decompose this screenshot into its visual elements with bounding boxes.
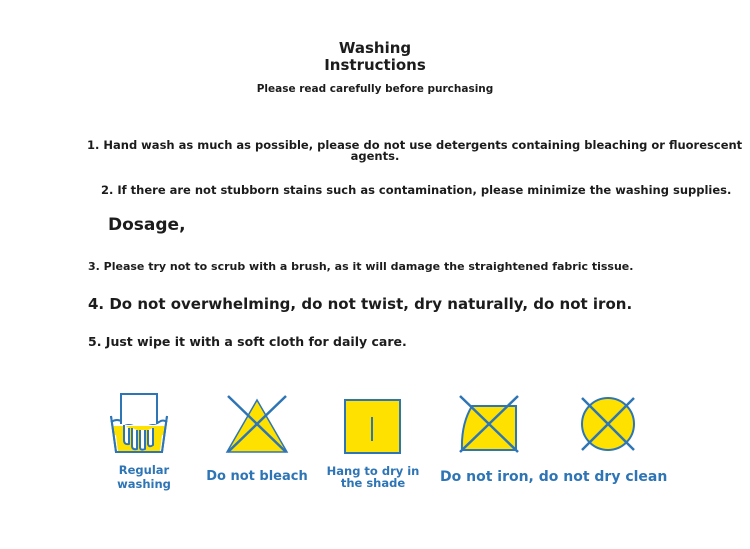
hang-dry-shade-icon [344, 399, 402, 455]
hang-dry-label-line1: Hang to dry in [326, 464, 420, 478]
instruction-1-line1: 1. Hand wash as much as possible, please do not use detergents containing bleaching or fluorescent [87, 138, 743, 152]
instruction-5: 5. Just wipe it with a soft cloth for daily care. [88, 334, 407, 349]
do-not-bleach-label: Do not bleach [206, 469, 308, 484]
instruction-3: 3. Please try not to scrub with a brush, as it will damage the straightened fabric tissue. [88, 260, 634, 273]
page-title-line2: Instructions [324, 56, 426, 74]
instruction-4: 4. Do not overwhelming, do not twist, dry naturally, do not iron. [88, 295, 633, 313]
regular-washing-label-line2: washing [117, 477, 171, 491]
no-dry-clean-icon [578, 394, 638, 454]
page-title-line1: Washing [338, 39, 412, 57]
do-not-iron-dry-clean-label: Do not iron, do not dry clean [440, 469, 668, 485]
hang-dry-label-line2: the shade [340, 476, 406, 490]
page-subtitle: Please read carefully before purchasing [256, 83, 494, 95]
dosage-heading: Dosage, [108, 215, 186, 235]
instruction-2: 2. If there are not stubborn stains such as contamination, please minimize the washing supplies. [101, 183, 732, 197]
no-bleach-icon [224, 394, 290, 456]
instruction-1-line2: agents. [350, 149, 400, 163]
no-iron-icon [458, 394, 522, 456]
regular-washing-label-line1: Regular [118, 463, 170, 477]
hand-wash-basin-icon [108, 392, 172, 456]
